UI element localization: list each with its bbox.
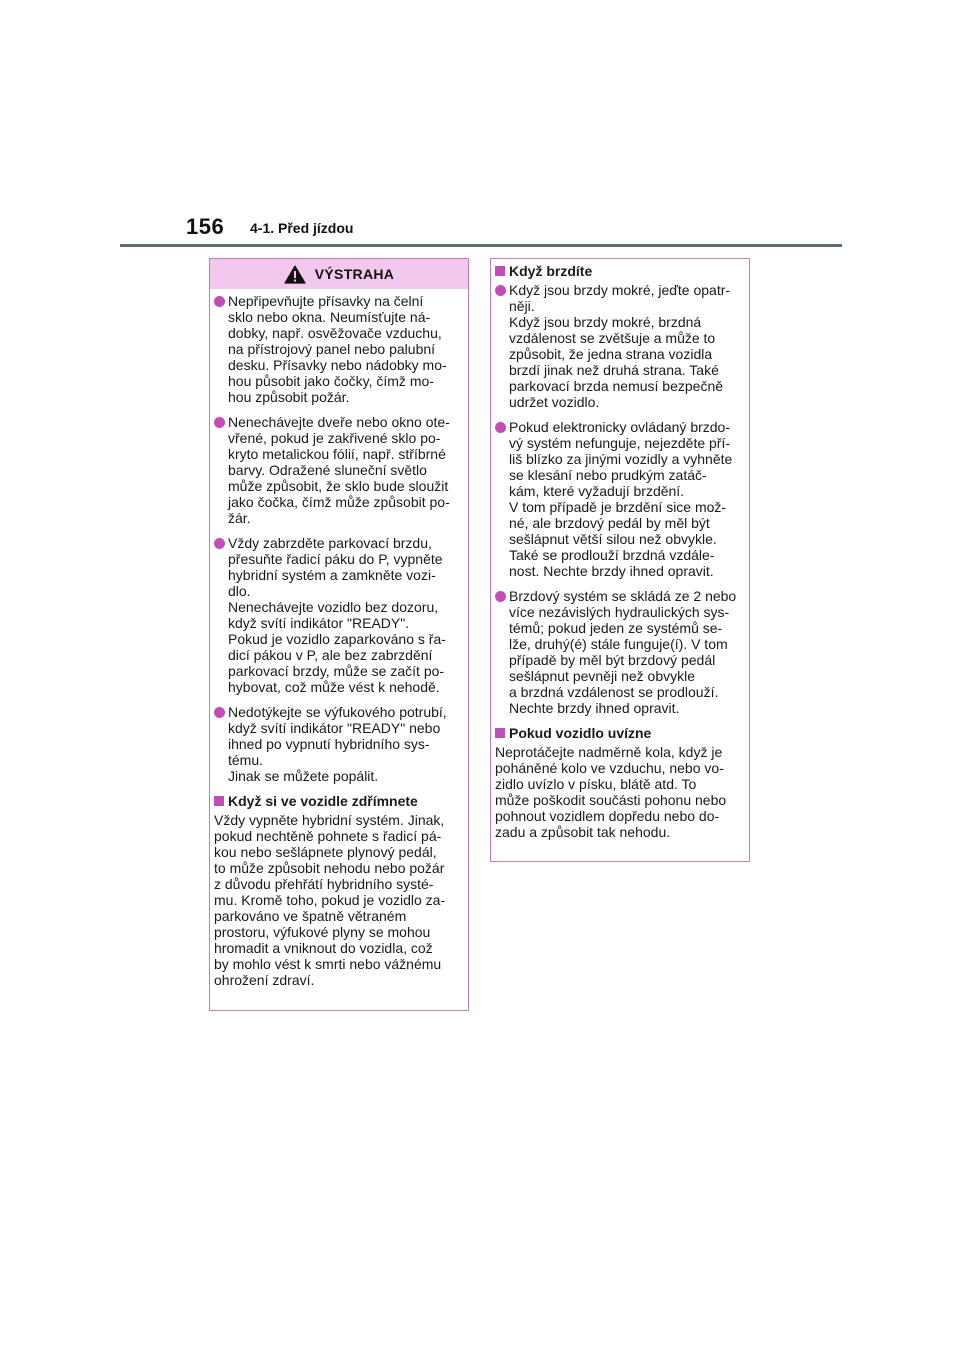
square-marker-icon — [214, 796, 224, 806]
bullet-text: Brzdový systém se skládá ze 2 nebo více nezávislých hydraulických sys- témů; pokud jeden ze systémů se- lže, druhý(é) stále funguje(í). V tom případě by měl být brzdový pedál sešlápnut pevněji než obvykle a brzdná vzdálenost se prodlouží. Nechte brzdy ihned opravit. — [509, 588, 737, 716]
subsection-heading — [214, 793, 460, 809]
page-number: 156 — [186, 214, 225, 239]
bullet-dot-icon — [495, 422, 506, 433]
bullet-dot-icon — [214, 417, 225, 428]
warning-bullet — [214, 293, 460, 405]
warning-bullet — [214, 704, 460, 784]
bullet-dot-icon — [214, 296, 225, 307]
subsection-text: Vždy vypněte hybridní systém. Jinak, pokud nechtěně pohnete s řadicí pá- kou nebo sešlápnete plynový pedál, to může způsobit nehodu nebo požár z důvodu přehřátí hybridního systé- mu. Kromě toho, pokud je vozidlo za- parkováno ve špatně větraném prostoru, výfukové plyny se mohou hromadit a vniknout do vozidla, což by mohlo vést k smrti nebo vážnému ohrožení zdraví. — [214, 812, 446, 988]
bullet-text: Nenechávejte dveře nebo okno ote- vřené, pokud je zakřivené sklo po- kryto metalickou fólií, např. stříbrné barvy. Odražené sluneční světlo může způsobit, že sklo bude sloužit jako čočka, čímž může způsobit po- žár. — [228, 414, 450, 526]
square-marker-icon — [495, 266, 505, 276]
subsection-heading-text: Když si ve vozidle zdřímnete — [228, 793, 418, 809]
warning-bullet — [214, 414, 460, 526]
stuck-heading — [495, 725, 741, 741]
bullet-text: Pokud elektronicky ovládaný brzdo- vý systém nefunguje, nejezděte pří- liš blízko za jinými vozidly a vyhněte se klesání nebo prudkým zatáč- kám, které vyžadují brzdění. V tom případě je brzdění sice mož- né, ale brzdový pedál by měl být sešlápnut větší silou než obvykle. Také se prodlouží brzdná vzdále- nost. Nechte brzdy ihned opravit. — [509, 419, 733, 579]
braking-bullet — [495, 588, 741, 716]
warning-triangle-icon — [284, 265, 306, 284]
braking-bullet — [495, 419, 741, 579]
warning-title: VÝSTRAHA — [314, 266, 395, 282]
bullet-dot-icon — [495, 591, 506, 602]
stuck-heading-text: Pokud vozidlo uvízne — [509, 725, 652, 741]
stuck-text: Neprotáčejte nadměrně kola, když je poháněné kolo ve vzduchu, nebo vo- zidlo uvízlo v písku, blátě atd. To může poškodit součásti pohonu nebo pohnout vozidlem dopředu nebo do- zadu a způsobit tak nehodu. — [495, 744, 727, 840]
bullet-text: Když jsou brzdy mokré, jeďte opatr- něji. Když jsou brzdy mokré, brzdná vzdálenost se zvětšuje a může to způsobit, že jedna strana vozidla brzdí jinak než druhá strana. Také parkovací brzda nemusí bezpečně udržet vozidlo. — [509, 282, 731, 410]
bullet-text: Vždy zabrzděte parkovací brzdu, přesuňte řadicí páku do P, vypněte hybridní systém a zamkněte vozi- dlo. Nenechávejte vozidlo bez dozoru, když svítí indikátor "READY". Pokud je vozidlo zaparkováno s řa- dicí pákou v P, ale bez zabrzdění parkovací brzdy, může se začít po- hybovat, což může vést k nehodě. — [228, 535, 446, 695]
warning-box — [209, 258, 469, 1011]
braking-heading — [495, 263, 741, 279]
braking-bullet — [495, 282, 741, 410]
header-rule — [120, 244, 842, 247]
braking-heading-text: Když brzdíte — [509, 263, 593, 279]
warning-bullet — [214, 535, 460, 695]
bullet-dot-icon — [214, 707, 225, 718]
bullet-dot-icon — [214, 538, 225, 549]
bullet-text: Nepřipevňujte přísavky na čelní sklo nebo okna. Neumísťujte ná- dobky, např. osvěžovače vzduchu, na přístrojový panel nebo palubní desku. Přísavky nebo nádobky mo- hou působit jako čočky, čímž mo- hou způsobit požár. — [228, 293, 447, 405]
info-box — [490, 258, 750, 862]
section-title: 4-1. Před jízdou — [250, 220, 354, 236]
warning-banner — [210, 259, 468, 289]
square-marker-icon — [495, 728, 505, 738]
bullet-text: Nedotýkejte se výfukového potrubí, když svítí indikátor "READY" nebo ihned po vypnutí hybridního sys- tému. Jinak se můžete popálit. — [228, 704, 447, 784]
bullet-dot-icon — [495, 285, 506, 296]
